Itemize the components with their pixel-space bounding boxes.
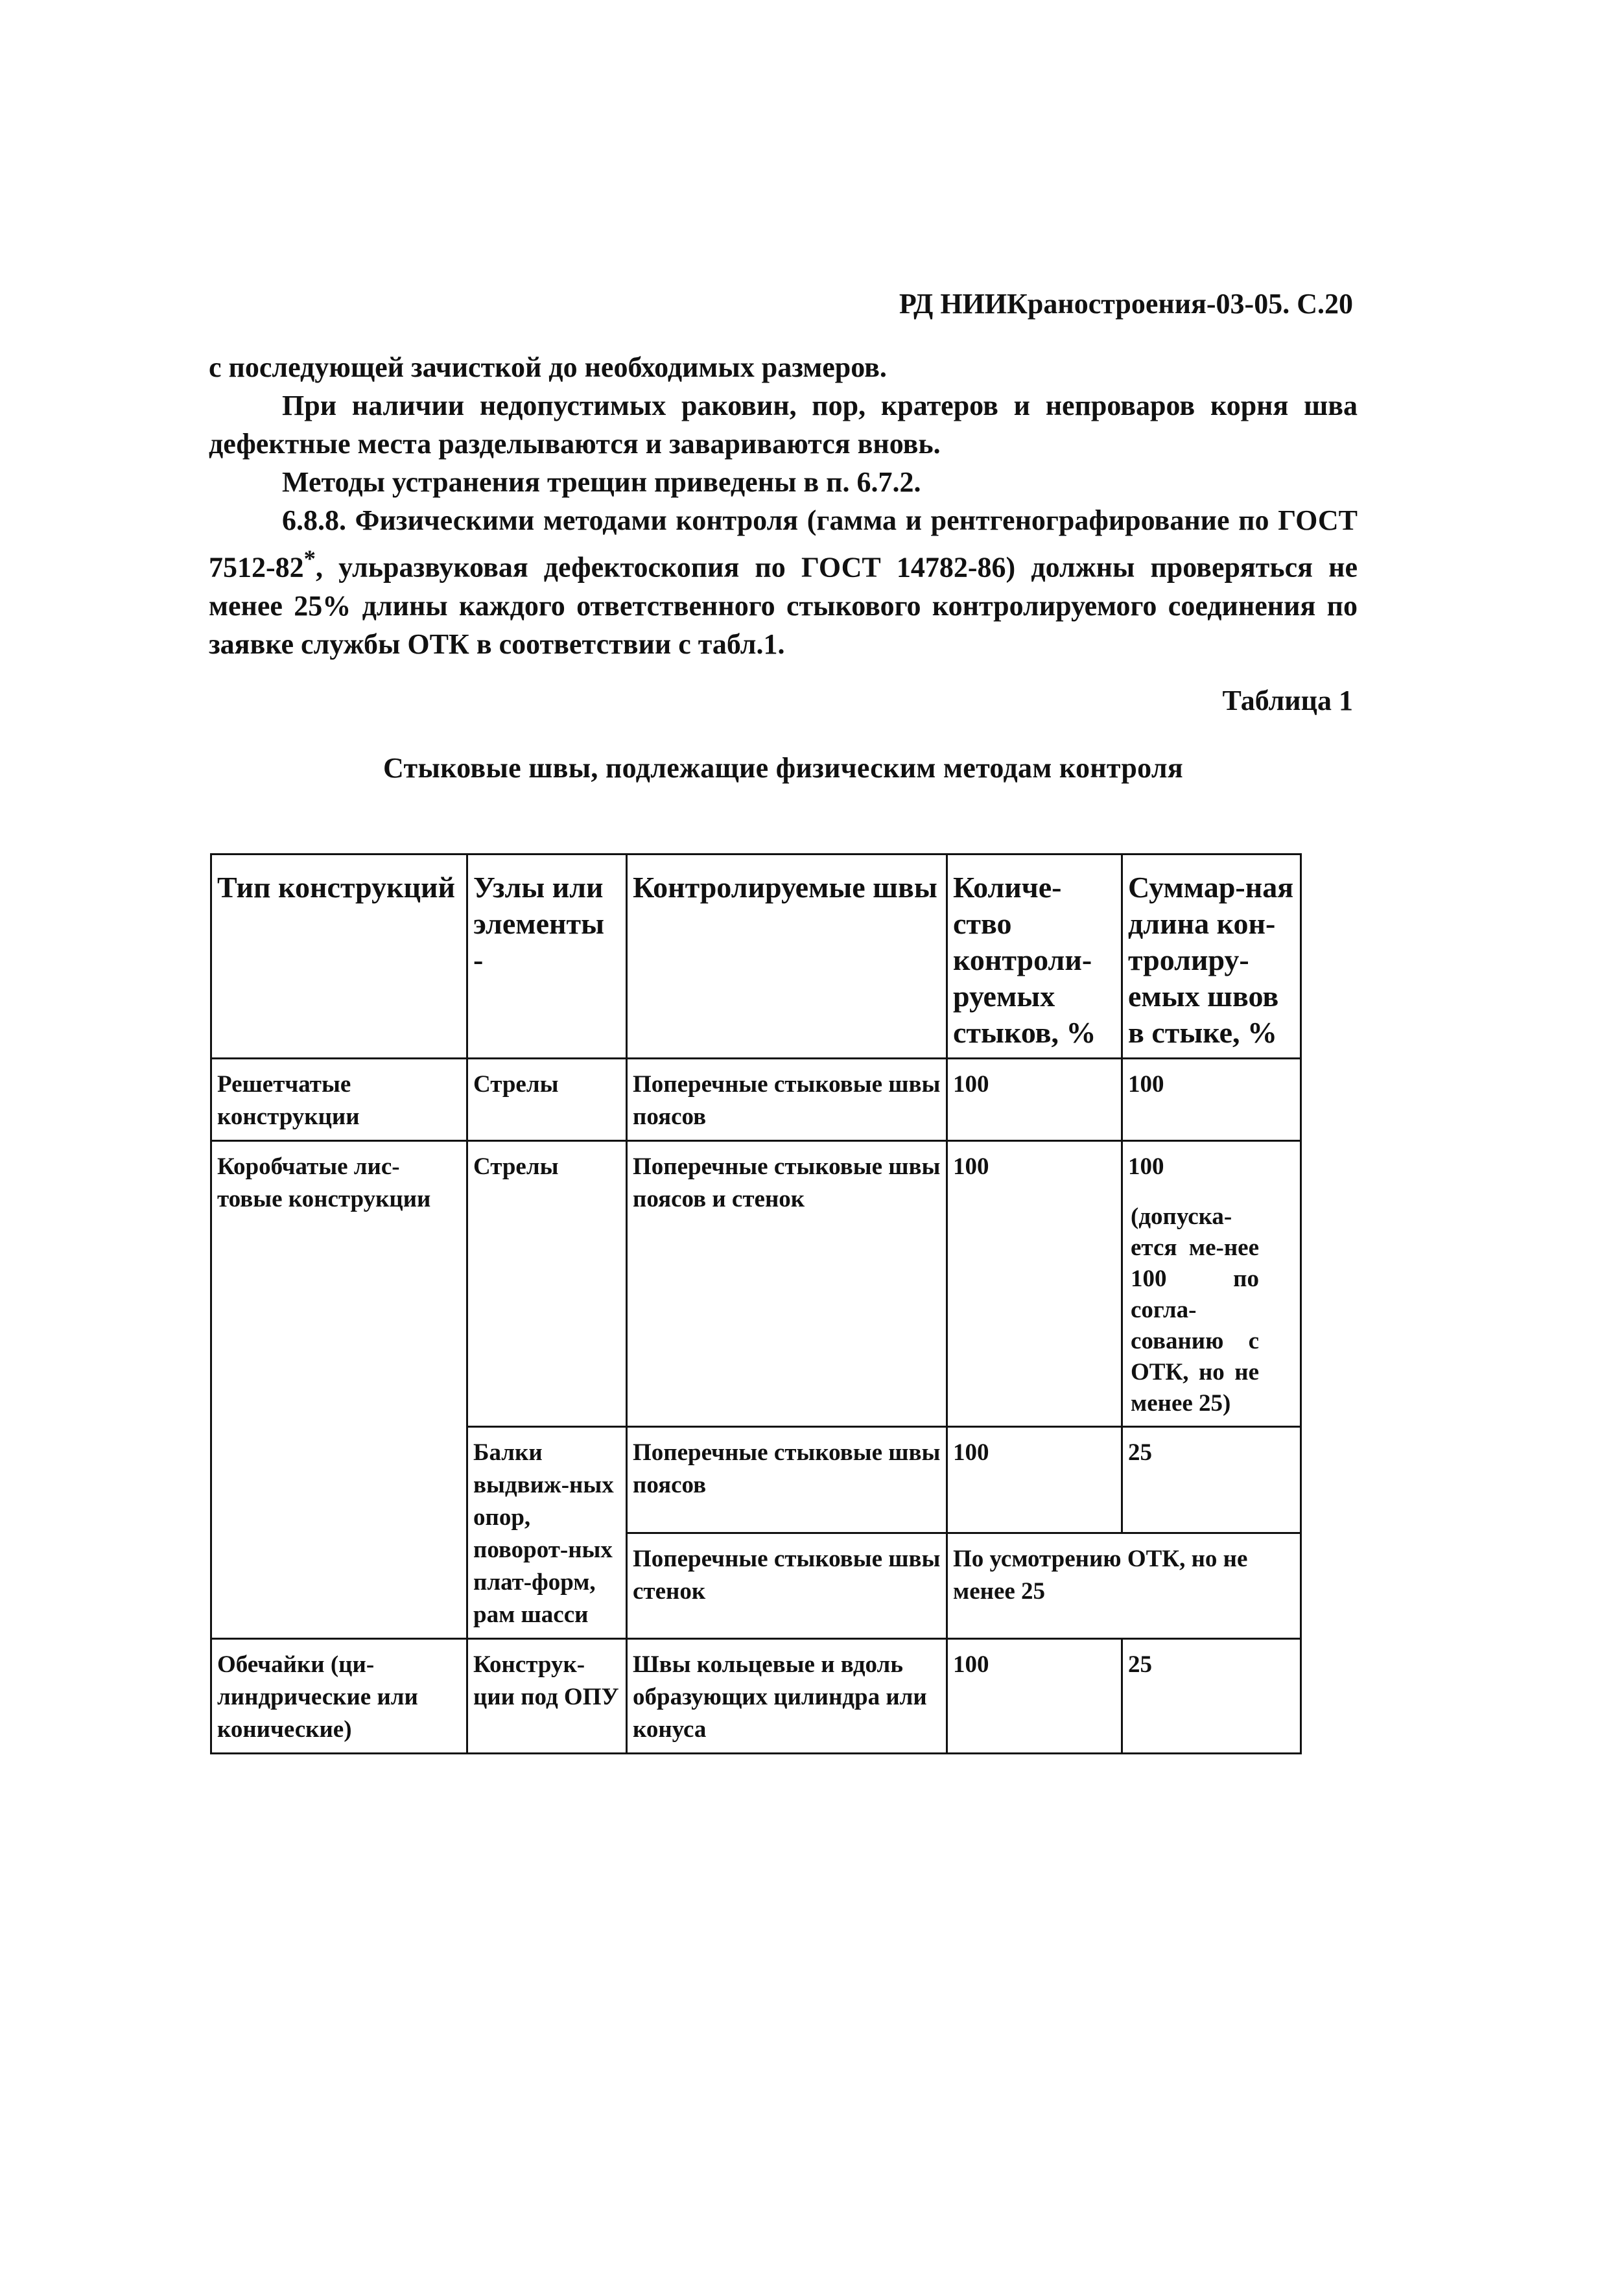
- cell-combined-note: По усмотрению ОТК, но не менее 25: [947, 1533, 1301, 1639]
- cell-length: 100: [1122, 1059, 1301, 1141]
- header-length: Суммар-ная длина кон-тролиру-емых швов в стыке, %: [1122, 855, 1301, 1059]
- cell-length-value: 100: [1128, 1153, 1164, 1180]
- cell-length: 25: [1122, 1639, 1301, 1754]
- table-label: Таблица 1: [1222, 685, 1353, 716]
- table-row: [211, 1059, 1301, 1141]
- cell-seams: Поперечные стыковые швы поясов: [627, 1059, 947, 1141]
- cell-type: Обечайки (ци-линдрические или конические): [211, 1639, 467, 1754]
- paragraph-6-8-8: [209, 501, 1358, 663]
- table-row: [211, 1639, 1301, 1754]
- paragraph-defects: При наличии недопустимых раковин, пор, кратеров и непроваров корня шва дефектные места разделываются и завариваются вновь.: [209, 390, 1358, 460]
- cell-length-note: (допуска-ется ме-нее 100 по согла-сованию с ОТК, но не менее 25): [1131, 1203, 1259, 1417]
- table-header-row: [211, 855, 1301, 1059]
- cell-nodes: Конструк-ции под ОПУ: [467, 1639, 627, 1754]
- cell-seams: Поперечные стыковые швы стенок: [627, 1533, 947, 1639]
- cell-seams: Поперечные стыковые швы поясов и стенок: [627, 1141, 947, 1427]
- body-text: [209, 348, 1358, 663]
- paragraph-continuation: с последующей зачисткой до необходимых размеров.: [209, 351, 887, 383]
- header-nodes: [467, 855, 627, 1059]
- running-header: РД НИИКраностроения-03-05. С.20: [899, 288, 1353, 320]
- cell-length: [1122, 1141, 1301, 1427]
- cell-count: 100: [947, 1141, 1122, 1427]
- header-count: Количе-ство контроли-руемых стыков, %: [947, 855, 1122, 1059]
- cell-type: Решетчатые конструкции: [211, 1059, 467, 1141]
- paragraph-6-8-8-part1: 6.8.8. Физическими методами контроля (гамма и рентгенографирование по ГОСТ 7512-82: [209, 504, 1358, 583]
- table-title: Стыковые швы, подлежащие физическим методам контроля: [383, 752, 1183, 784]
- paragraph-crack-methods: Методы устранения трещин приведены в п. 6.7.2.: [282, 466, 921, 498]
- cell-count: 100: [947, 1427, 1122, 1533]
- header-seams: Контролируемые швы: [627, 855, 947, 1059]
- paragraph-6-8-8-part2: , ульразвуковая дефектоскопия по ГОСТ 14782-86) должны проверяться не менее 25% длины каждого ответственного стыкового контролируемого соединения по заявке службы ОТК в соответствии с табл.1.: [209, 551, 1358, 660]
- cell-seams: Поперечные стыковые швы поясов: [627, 1427, 947, 1533]
- header-nodes-label: Узлы или элементы: [473, 871, 605, 940]
- header-type: Тип конструкций: [211, 855, 467, 1059]
- header-nodes-dash: -: [473, 943, 484, 976]
- cell-length: 25: [1122, 1427, 1301, 1533]
- cell-nodes: Балки выдвиж-ных опор, поворот-ных плат-форм, рам шасси: [467, 1427, 627, 1639]
- cell-count: 100: [947, 1059, 1122, 1141]
- footnote-asterisk: *: [303, 545, 316, 572]
- cell-count: 100: [947, 1639, 1122, 1754]
- table-row: [211, 1141, 1301, 1427]
- cell-type: Коробчатые лис-товые конструкции: [211, 1141, 467, 1639]
- cell-nodes: Стрелы: [467, 1059, 627, 1141]
- weld-control-table: [210, 853, 1302, 1754]
- cell-seams: Швы кольцевые и вдоль образующих цилиндра или конуса: [627, 1639, 947, 1754]
- cell-nodes: Стрелы: [467, 1141, 627, 1427]
